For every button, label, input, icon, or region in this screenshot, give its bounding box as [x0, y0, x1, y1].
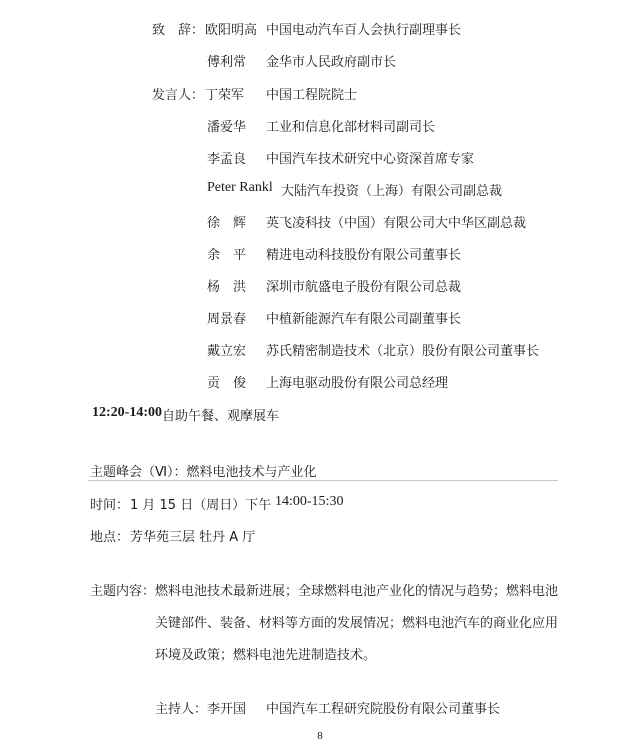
host-title: 中国汽车工程研究院股份有限公司董事长 [266, 702, 501, 717]
content-label: 主题内容： [90, 584, 156, 599]
time-date: 1 月 15 日（周日）下午 [130, 498, 285, 513]
presenter-name: 李孟良 [207, 152, 247, 167]
host-label: 主持人： [155, 702, 208, 717]
content-line: 关键部件、装备、材料等方面的发展情况；燃料电池汽车的商业化应用 [155, 616, 559, 631]
lunch-time: 12:20-14:00 [92, 405, 162, 420]
opening-speaker-name: 欧阳明高 [205, 23, 258, 38]
opening-speaker-title: 金华市人民政府副市长 [266, 55, 397, 70]
presenter-title: 中国汽车技术研究中心资深首席专家 [266, 152, 475, 167]
presenter-name: 周景春 [207, 312, 247, 327]
section-divider [88, 480, 558, 481]
presenter-title: 上海电驱动股份有限公司总经理 [266, 376, 449, 391]
presenter-name: Peter Rankl [207, 180, 273, 195]
presenters-label: 发言人： [152, 88, 205, 103]
place-value: 芳华苑三层 牡丹 A 厅 [130, 530, 256, 545]
presenter-name: 戴立宏 [207, 344, 247, 359]
host-name: 李开国 [207, 702, 247, 717]
presenter-name: 徐 辉 [207, 216, 247, 231]
opening-speaker-name: 傅利常 [207, 55, 247, 70]
time-range: 14:00-15:30 [275, 494, 344, 509]
presenter-title: 中植新能源汽车有限公司副董事长 [266, 312, 462, 327]
presenter-name: 丁荣军 [205, 88, 245, 103]
lunch-text: 自助午餐、观摩展车 [162, 409, 280, 424]
presenter-title: 深圳市航盛电子股份有限公司总裁 [266, 280, 462, 295]
opening-speaker-title: 中国电动汽车百人会执行副理事长 [266, 23, 462, 38]
presenter-name: 潘爱华 [207, 120, 247, 135]
presenter-name: 杨 洪 [207, 280, 247, 295]
place-label: 地点： [90, 530, 130, 545]
presenter-title: 中国工程院院士 [266, 88, 358, 103]
content-line: 环境及政策；燃料电池先进制造技术。 [155, 648, 377, 663]
time-label: 时间： [90, 498, 130, 513]
presenter-title: 精进电动科技股份有限公司董事长 [266, 248, 462, 263]
opening-label: 致 辞： [152, 23, 205, 38]
presenter-title: 大陆汽车投资（上海）有限公司副总裁 [281, 184, 503, 199]
presenter-title: 工业和信息化部材料司副司长 [266, 120, 436, 135]
page-number: 8 [317, 730, 323, 742]
presenter-title: 英飞凌科技（中国）有限公司大中华区副总裁 [266, 216, 527, 231]
content-line: 燃料电池技术最新进展；全球燃料电池产业化的情况与趋势；燃料电池 [155, 584, 559, 599]
presenter-name: 贡 俊 [207, 376, 247, 391]
session-heading: 主题峰会（Ⅵ）：燃料电池技术与产业化 [90, 465, 317, 480]
presenter-title: 苏氏精密制造技术（北京）股份有限公司董事长 [266, 344, 540, 359]
presenter-name: 余 平 [207, 248, 247, 263]
